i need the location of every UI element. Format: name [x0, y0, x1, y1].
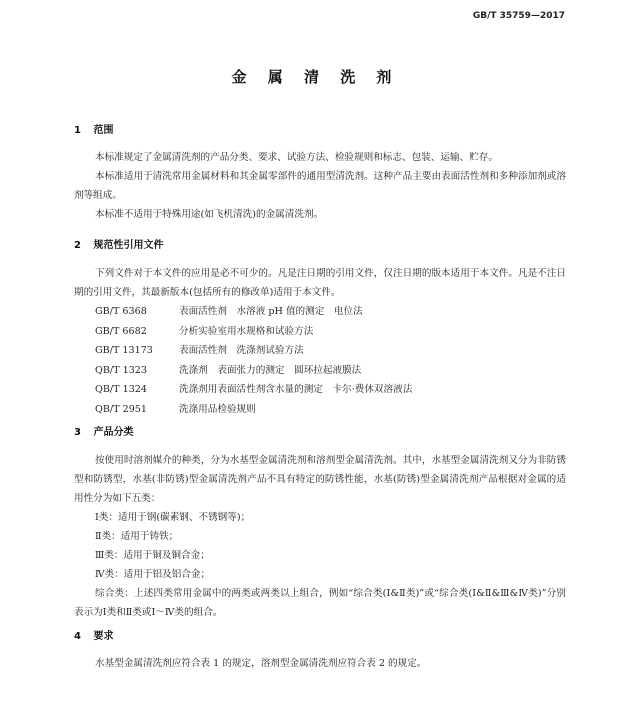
section-1-paragraph-3: 本标准不适用于特殊用途(如飞机清洗)的金属清洗剂。 [95, 209, 324, 220]
section-2-intro: 下列文件对于本文件的应用是必不可少的。凡是注日期的引用文件，仅注日期的版本适用于本文件。凡是不注日期的引用文件，其最新版本(包括所有的修改单)适用于本文件。 [74, 268, 566, 298]
section-4-text: 水基型金属清洗剂应符合表 1 的规定，溶剂型金属清洗剂应符合表 2 的规定。 [95, 658, 427, 669]
class-item: Ⅱ类：适用于铸铁； [95, 531, 179, 542]
section-3-intro: 按使用时溶剂媒介的种类，分为水基型金属清洗剂和溶剂型金属清洗剂。其中，水基型金属清洗剂又分为非防锈型和防锈型，水基(非防锈)型金属清洗剂产品不具有特定的防锈性能，水基(防锈)型金属清洗剂产品根据对金属的适用性分为如下五类： [74, 455, 566, 504]
class-item: Ⅰ类：适用于钢(碳素钢、不锈钢等)； [95, 512, 251, 523]
reference-item [95, 341, 412, 361]
section-2-title: 规范性引用文件 [93, 240, 164, 251]
section-1-heading [74, 121, 113, 136]
reference-code: GB/T 6682 [95, 325, 147, 337]
reference-code: QB/T 1324 [95, 384, 148, 395]
section-1-paragraph-2: 本标准适用于清洗常用金属材料和其金属零部件的通用型清洗剂。这种产品主要由表面活性剂和多种添加剂或溶剂等组成。 [74, 171, 566, 201]
reference-item [95, 380, 412, 400]
section-4-number: 4 [74, 631, 81, 642]
reference-item [95, 400, 412, 420]
section-3-title: 产品分类 [93, 427, 134, 438]
reference-title: 表面活性剂 洗涤剂试验方法 [179, 345, 304, 356]
reference-title: 洗涤剂 表面张力的测定 圆环拉起液膜法 [179, 364, 362, 376]
section-2-number: 2 [74, 240, 81, 251]
reference-title: 分析实验室用水规格和试验方法 [179, 325, 314, 337]
class-item-combined: 综合类：上述四类常用金属中的两类或两类以上组合，例如“综合类(Ⅰ&Ⅱ类)”或“综合类(Ⅰ&Ⅱ&Ⅲ&Ⅳ类)”分别表示为Ⅰ类和Ⅱ类或Ⅰ～Ⅳ类的组合。 [74, 588, 566, 618]
reference-code: QB/T 1323 [95, 364, 148, 376]
reference-code: QB/T 2951 [95, 403, 148, 415]
section-4-title: 要求 [93, 631, 114, 642]
reference-item [95, 361, 412, 381]
section-1-title: 范围 [93, 125, 114, 136]
section-4-heading [74, 627, 113, 642]
reference-title: 表面活性剂 水溶液 pH 值的测定 电位法 [179, 306, 363, 317]
class-item: Ⅲ类：适用于铜及铜合金； [95, 550, 210, 561]
reference-code: GB/T 6368 [95, 306, 147, 317]
reference-code: GB/T 13173 [95, 345, 153, 356]
reference-item [95, 322, 412, 342]
section-1-number: 1 [74, 125, 81, 136]
section-3-number: 3 [74, 427, 81, 438]
normative-reference-list [95, 302, 412, 419]
reference-item [95, 302, 412, 322]
section-3-heading [74, 423, 133, 438]
class-item: Ⅳ类：适用于铝及铝合金； [95, 569, 211, 580]
document-title: 金 属 清 洗 剂 [231, 68, 400, 86]
reference-title: 洗涤剂用表面活性剂含水量的测定 卡尔·费休双溶液法 [179, 384, 413, 395]
reference-title: 洗涤用品检验规则 [179, 403, 256, 415]
standard-number: GB/T 35759—2017 [472, 11, 565, 21]
section-1-paragraph-1: 本标准规定了金属清洗剂的产品分类、要求、试验方法、检验规则和标志、包装、运输、贮存。 [95, 152, 498, 163]
section-2-heading [74, 236, 163, 251]
